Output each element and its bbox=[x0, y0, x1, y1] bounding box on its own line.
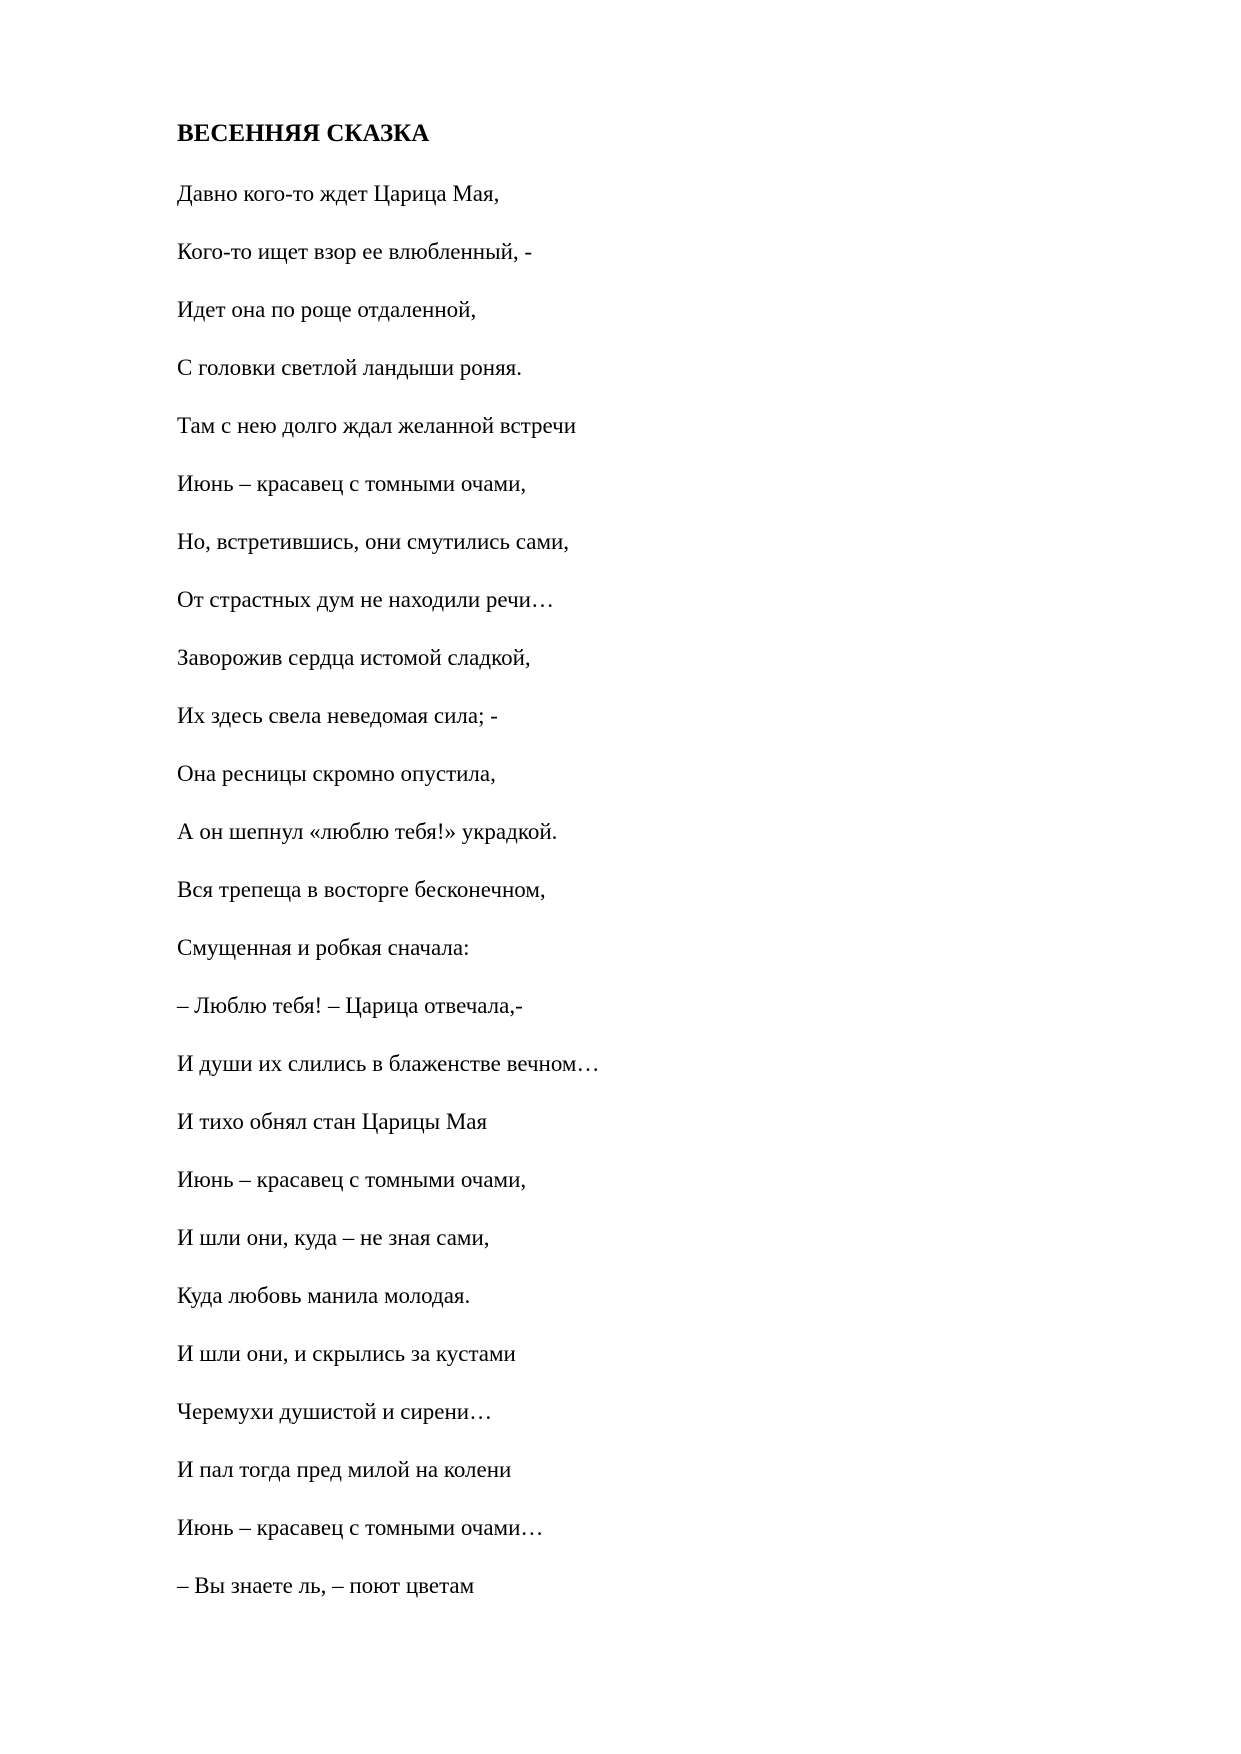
poem-line: Вся трепеща в восторге бесконечном, bbox=[177, 877, 546, 902]
poem-line: И души их слились в блаженстве вечном… bbox=[177, 1051, 600, 1076]
poem-line: Она ресницы скромно опустила, bbox=[177, 761, 496, 786]
poem-line: Давно кого-то ждет Царица Мая, bbox=[177, 181, 500, 206]
poem-title: ВЕСЕННЯЯ СКАЗКА bbox=[177, 120, 430, 147]
poem-line: Заворожив сердца истомой сладкой, bbox=[177, 645, 531, 670]
poem-line: Там с нею долго ждал желанной встречи bbox=[177, 413, 577, 438]
poem-text bbox=[177, 178, 599, 1628]
poem-line: Куда любовь манила молодая. bbox=[177, 1283, 471, 1308]
poem-line: И шли они, и скрылись за кустами bbox=[177, 1341, 516, 1366]
poem-line: Черемухи душистой и сирени… bbox=[177, 1399, 493, 1424]
poem-line: Кого-то ищет взор ее влюбленный, - bbox=[177, 239, 533, 264]
poem-line: А он шепнул «люблю тебя!» украдкой. bbox=[177, 819, 558, 844]
poem-line: И пал тогда пред милой на колени bbox=[177, 1457, 512, 1482]
poem-line: Июнь – красавец с томными очами, bbox=[177, 1167, 527, 1192]
poem-line: Июнь – красавец с томными очами, bbox=[177, 471, 527, 496]
poem-line: С головки светлой ландыши роняя. bbox=[177, 355, 523, 380]
poem-line: – Люблю тебя! – Царица отвечала,- bbox=[177, 993, 523, 1018]
poem-line: От страстных дум не находили речи… bbox=[177, 587, 554, 612]
poem-line: И шли они, куда – не зная сами, bbox=[177, 1225, 490, 1250]
poem-line: Но, встретившись, они смутились сами, bbox=[177, 529, 570, 554]
poem-line: Смущенная и робкая сначала: bbox=[177, 935, 470, 960]
poem-line: Июнь – красавец с томными очами… bbox=[177, 1515, 544, 1540]
poem-line: – Вы знаете ль, – поют цветам bbox=[177, 1573, 475, 1598]
poem-line: Их здесь свела неведомая сила; - bbox=[177, 703, 498, 728]
poem-line: И тихо обнял стан Царицы Мая bbox=[177, 1109, 488, 1134]
poem-line: Идет она по роще отдаленной, bbox=[177, 297, 477, 322]
